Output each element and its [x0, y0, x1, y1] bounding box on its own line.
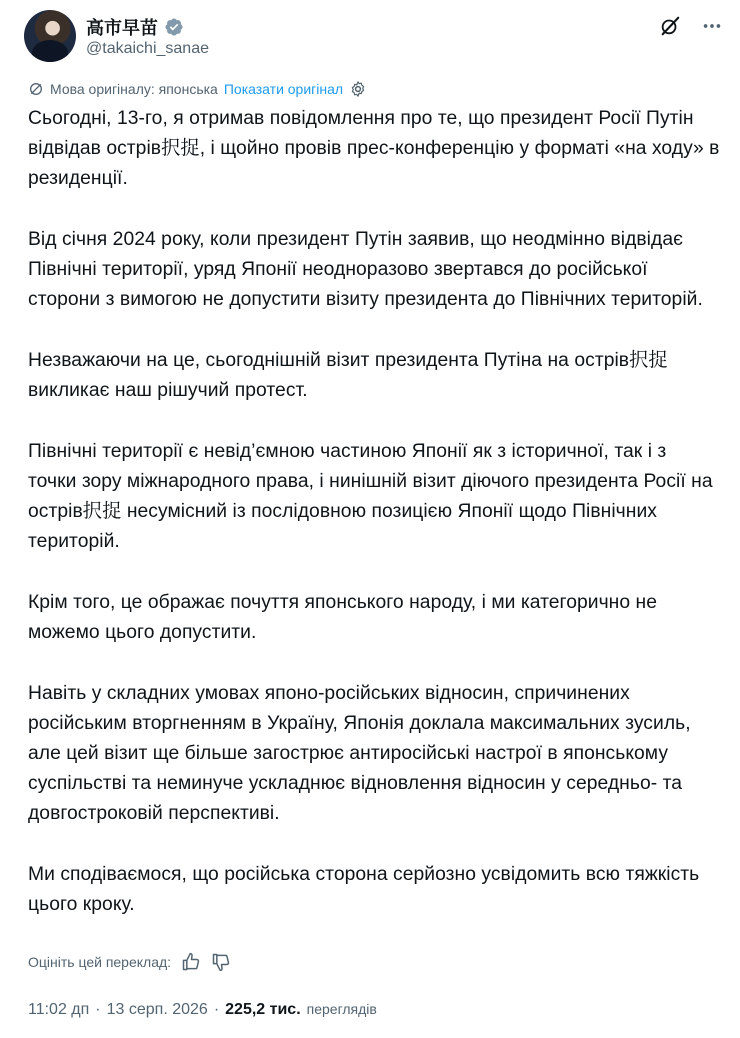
translation-bar [28, 80, 367, 98]
views-count[interactable]: 225,2 тис. [225, 1001, 301, 1018]
header-actions [658, 14, 724, 38]
thumbs-up-icon[interactable] [181, 952, 201, 972]
rate-translation-label: Оцініть цей переклад: [28, 954, 172, 970]
settings-gear-icon[interactable] [349, 80, 367, 98]
meta-separator: · [95, 1001, 101, 1018]
tweet-text [28, 104, 720, 951]
tweet-paragraph: Навіть у складних умовах японо-російських відносин, спричинених російським вторгненням в Україну, Японія доклала максимальних зусиль, але цей візит ще більше загострює антиросійські настрої в японському суспільстві та неминуче ускладнює відновлення відносин у середньо- та довгостроковій перспективі. [28, 683, 691, 824]
tweet-paragraph: Ми сподіваємося, що російська сторона серйозно усвідомить всю тяжкість цього кроку. [28, 864, 700, 915]
tweet-paragraph: Північні території є невід’ємною частиною Японії як з історичної, так і з точки зору міжнародного права, і нинішній візит діючого президента Росії на острів択捉 несумісний із послідовною позицією Японії щодо Північних територій. [28, 441, 713, 552]
thumbs-down-icon[interactable] [211, 952, 231, 972]
meta-separator: · [213, 1001, 220, 1018]
author-name-row [86, 14, 184, 40]
grok-icon[interactable] [658, 14, 682, 38]
tweet-paragraph: Крім того, це ображає почуття японського народу, і ми категорично не можемо цього допустити. [28, 592, 658, 643]
avatar[interactable] [24, 10, 76, 62]
author-handle[interactable]: @takaichi_sanae [86, 40, 209, 57]
more-icon[interactable] [700, 14, 724, 38]
tweet-paragraph: Сьогодні, 13-го, я отримав повідомлення про те, що президент Росії Путін відвідав острів択捉, і щойно провів прес-конференцію у форматі «на ходу» в резиденції. [28, 108, 720, 189]
author-name[interactable]: 高市早苗 [86, 18, 158, 38]
show-original-link[interactable]: Показати оригінал [223, 81, 344, 97]
tweet-paragraph: Незважаючи на це, сьогоднішній візит президента Путіна на острів択捉 викликає наш рішучий протест. [28, 350, 668, 401]
translate-icon [28, 81, 44, 97]
views-label: переглядів [306, 1001, 377, 1017]
tweet-header [24, 8, 724, 68]
translation-source-label: Мова оригіналу: японська [50, 81, 218, 97]
verified-badge-icon [164, 17, 184, 37]
rate-translation [28, 952, 231, 972]
tweet-time[interactable]: 11:02 дп [28, 1001, 90, 1018]
tweet-paragraph: Від січня 2024 року, коли президент Путін заявив, що неодмінно відвідає Північні території, уряд Японії неодноразово звертався до російської сторони з вимогою не допустити візиту президента до Північних територій. [28, 229, 703, 310]
tweet-meta [28, 1001, 377, 1019]
tweet-date[interactable]: 13 серп. 2026 [106, 1001, 208, 1018]
